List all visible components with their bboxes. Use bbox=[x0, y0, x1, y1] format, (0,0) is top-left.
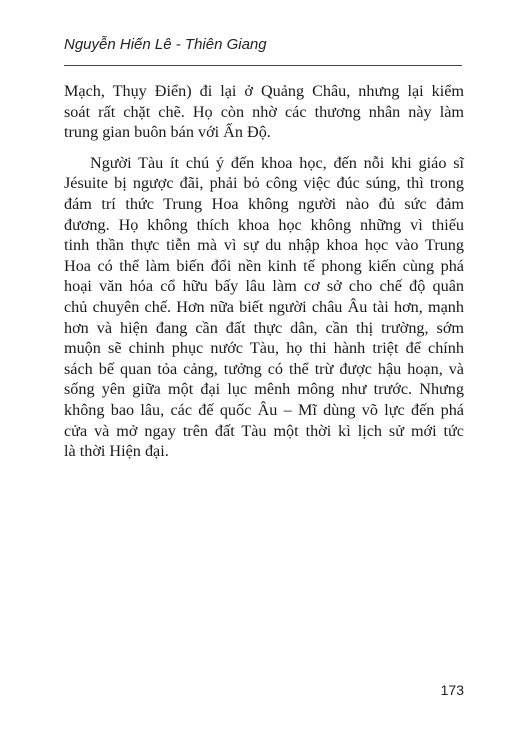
page-number: 173 bbox=[440, 682, 464, 698]
running-header: Nguyễn Hiến Lê - Thiên Giang bbox=[64, 36, 267, 53]
text-line: hơn và hiện đang cần đất thực dân, cần thị trường, sớm bbox=[64, 318, 464, 337]
text-line: tinh thần thực tiễn mà vì sự du nhập khoa học vào Trung bbox=[64, 236, 464, 255]
text-line: Mạch, Thụy Điển) đi lại ở Quảng Châu, nhưng lại kiểm bbox=[64, 82, 464, 100]
text-line: đương. Họ không thích khoa học không những vì thiếu bbox=[64, 215, 464, 234]
text-line: đám trí thức Trung Hoa không người nào đủ sức đảm bbox=[64, 194, 464, 213]
text-line: cửa và mở ngay trên đất Tàu một thời kì lịch sử mới tức bbox=[64, 421, 464, 440]
paragraph-2 bbox=[64, 153, 464, 462]
text-line: Hoa có thể làm biến đổi nền kinh tế phong kiến cùng phá bbox=[64, 256, 464, 275]
text-line: muộn sẽ chinh phục nước Tàu, họ thi hành triệt để chính bbox=[64, 339, 464, 358]
text-line: không bao lâu, các đế quốc Âu – Mĩ dùng võ lực đến phá bbox=[64, 400, 464, 419]
text-line: Người Tàu ít chú ý đến khoa học, đến nỗi khi giáo sĩ bbox=[90, 153, 464, 172]
text-line: là thời Hiện đại. bbox=[64, 442, 169, 461]
text-line: chủ chuyên chế. Hơn nữa biết người châu Âu tài hơn, mạnh bbox=[64, 297, 464, 316]
text-line: sống yên giữa một đại lục mênh mông như trước. Nhưng bbox=[64, 380, 464, 399]
paragraph-1 bbox=[64, 81, 464, 143]
text-line: hoại văn hóa cổ hữu bấy lâu làm cơ sở cho chế độ quân bbox=[64, 277, 464, 296]
text-line: Jésuite bị ngược đãi, phải bỏ công việc đúc súng, thì trong bbox=[64, 174, 464, 193]
text-line: trung gian buôn bán với Ấn Độ. bbox=[64, 123, 271, 142]
text-line: sách bế quan tỏa cảng, tưởng có thể trừ được hậu hoạn, và bbox=[64, 359, 464, 378]
text-line: soát rất chặt chẽ. Họ còn nhờ các thương nhân này làm bbox=[64, 102, 464, 121]
header-divider bbox=[64, 65, 462, 66]
page-body bbox=[64, 81, 464, 462]
